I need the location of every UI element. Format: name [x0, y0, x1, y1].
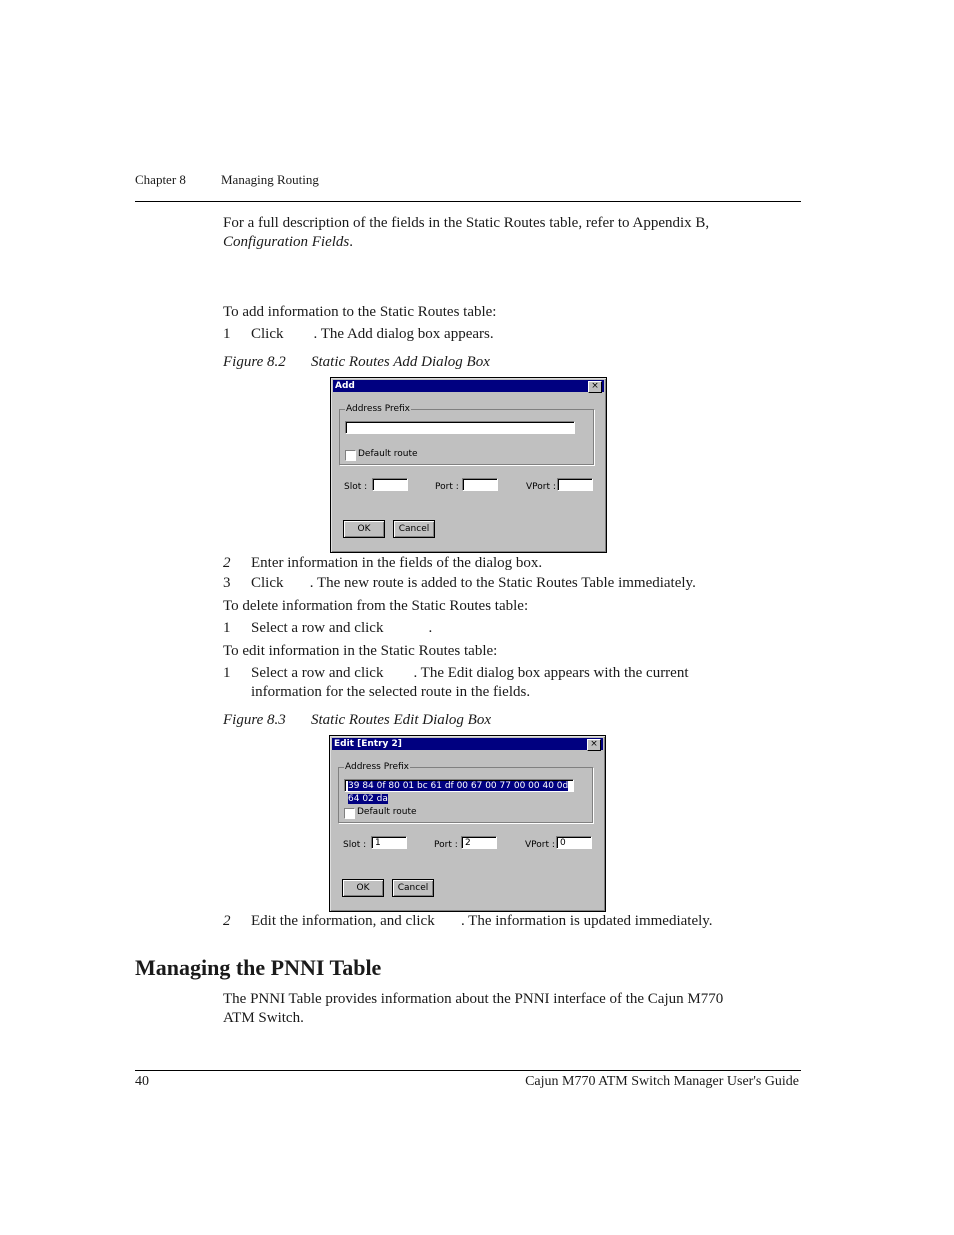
slot-input[interactable]: 1 [371, 836, 407, 849]
cancel-button[interactable]: Cancel [392, 879, 434, 897]
pnni-text-line1: The PNNI Table provides information about the PNNI interface of the Cajun M770 [223, 991, 724, 1007]
intro-reference [223, 234, 353, 251]
port-input[interactable]: 2 [461, 836, 497, 849]
add-step2-text: Enter information in the fields of the dialog box. [251, 555, 543, 571]
figure-3-number: Figure 8.3 [223, 712, 286, 728]
add-step1-number: 1 [223, 326, 231, 342]
guide-title: Cajun M770 ATM Switch Manager User's Guide [525, 1074, 799, 1089]
ok-button[interactable]: OK [343, 520, 385, 538]
header-rule [135, 201, 801, 202]
header-chapter-title: Managing Routing [221, 172, 319, 187]
intro-period: . [349, 234, 354, 250]
pnni-text-line2: ATM Switch. [223, 1010, 304, 1026]
vport-input[interactable]: 0 [556, 836, 592, 849]
header-chapter: Chapter 8 [135, 172, 186, 187]
default-route-checkbox[interactable] [344, 808, 355, 819]
delete-intro: To delete information from the Static Routes table: [223, 598, 529, 614]
vport-label: VPort : [525, 840, 555, 850]
vport-input[interactable] [557, 478, 593, 491]
close-icon[interactable]: × [587, 739, 601, 751]
default-route-label: Default route [358, 449, 418, 459]
section-heading-pnni: Managing the PNNI Table [135, 955, 382, 980]
edit-step1-number: 1 [223, 665, 231, 681]
figure-2-caption: Static Routes Add Dialog Box [311, 354, 490, 370]
add-step3-number: 3 [223, 575, 231, 591]
vport-label: VPort : [526, 482, 556, 492]
delete-step1-number: 1 [223, 620, 231, 636]
port-input[interactable] [462, 478, 498, 491]
add-dialog-title: Add [335, 381, 355, 391]
address-prefix-label: Address Prefix [345, 762, 410, 772]
edit-dialog-titlebar [332, 738, 603, 750]
port-label: Port : [434, 840, 458, 850]
footer-rule [135, 1070, 801, 1071]
ok-button[interactable]: OK [342, 879, 384, 897]
page-number: 40 [135, 1074, 149, 1089]
add-dialog-titlebar [333, 380, 604, 392]
edit-dialog-title: Edit [Entry 2] [334, 739, 402, 749]
cancel-button[interactable]: Cancel [393, 520, 435, 538]
address-prefix-label: Address Prefix [346, 404, 411, 414]
port-label: Port : [435, 482, 459, 492]
address-prefix-input[interactable] [345, 421, 575, 434]
default-route-checkbox[interactable] [345, 450, 356, 461]
edit-intro: To edit information in the Static Routes table: [223, 643, 498, 659]
edit-step1-line2: information for the selected route in the fields. [251, 684, 531, 700]
slot-label: Slot : [344, 482, 368, 492]
edit-step1-line1: Select a row and click . The Edit dialog box appears with the current [251, 665, 689, 681]
delete-step1-text: Select a row and click . [251, 620, 433, 636]
add-intro: To add information to the Static Routes table: [223, 304, 497, 320]
add-dialog [330, 377, 607, 553]
close-icon[interactable]: × [588, 381, 602, 393]
address-prefix-value: 39 84 0f 80 01 bc 61 df 00 67 00 77 00 00 40 0d 64 02 da [348, 781, 569, 804]
slot-label: Slot : [343, 840, 367, 850]
add-step3-text: Click . The new route is added to the Static Routes Table immediately. [251, 575, 696, 591]
appendix-link: Configuration Fields [223, 234, 350, 250]
intro-text: For a full description of the fields in the Static Routes table, refer to Appendix B, [223, 215, 710, 231]
slot-input[interactable] [372, 478, 408, 491]
edit-step2-number: 2 [223, 913, 231, 929]
default-route-label: Default route [357, 807, 417, 817]
address-prefix-group [339, 404, 594, 465]
edit-step2-text: Edit the information, and click . The information is updated immediately. [251, 913, 713, 929]
figure-2-number: Figure 8.2 [223, 354, 286, 370]
add-step2-number: 2 [223, 555, 231, 571]
address-prefix-input[interactable] [344, 779, 574, 804]
edit-dialog [329, 735, 606, 912]
figure-3-caption: Static Routes Edit Dialog Box [311, 712, 491, 728]
address-prefix-group [338, 762, 593, 823]
add-step1-text: Click . The Add dialog box appears. [251, 326, 494, 342]
